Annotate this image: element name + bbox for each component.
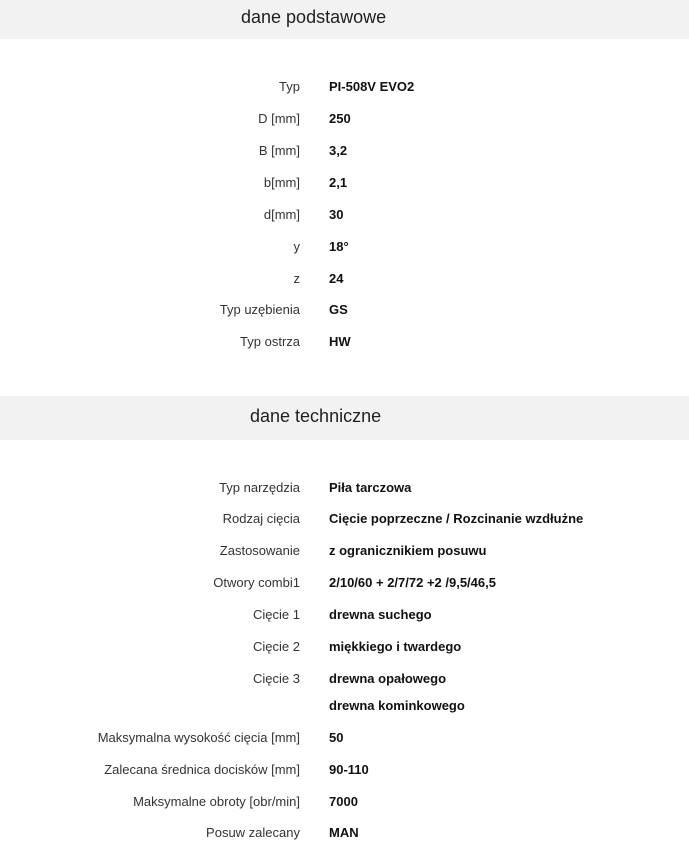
- spec-row: [0, 511, 689, 543]
- spec-value: 18°: [329, 239, 349, 254]
- spec-label: Cięcie 3: [253, 671, 300, 686]
- spec-value: 50: [329, 730, 344, 745]
- spec-row: [0, 175, 689, 207]
- spec-value: 90-110: [329, 762, 369, 777]
- spec-row: [0, 143, 689, 175]
- spec-label: Otwory combi1: [213, 575, 300, 590]
- spec-label: Zalecana średnica docisków [mm]: [104, 762, 300, 777]
- spec-label: y: [293, 239, 300, 254]
- spec-value: MAN: [329, 825, 359, 840]
- spec-value: Cięcie poprzeczne / Rozcinanie wzdłużne: [329, 511, 584, 526]
- section-title-basic: dane podstawowe: [241, 7, 387, 27]
- spec-label: Typ narzędzia: [219, 480, 300, 495]
- spec-value: 2,1: [329, 175, 348, 190]
- spec-label: Rodzaj cięcia: [222, 511, 300, 526]
- spec-value: 2/10/60 + 2/7/72 +2 /9,5/46,5: [329, 575, 496, 590]
- spec-value: miękkiego i twardego: [329, 639, 462, 654]
- spec-row: [0, 207, 689, 239]
- spec-row: [0, 302, 689, 334]
- spec-row: [0, 79, 689, 111]
- spec-row: [0, 480, 689, 512]
- spec-label: Typ uzębienia: [219, 302, 300, 317]
- spec-label: Posuw zalecany: [206, 825, 300, 840]
- section-header-technical: [0, 396, 689, 440]
- spec-row: [0, 575, 689, 607]
- spec-label: Zastosowanie: [219, 543, 300, 558]
- spec-row: [0, 334, 689, 366]
- spec-label: B [mm]: [258, 143, 300, 158]
- spec-label: Maksymalne obroty [obr/min]: [133, 794, 300, 809]
- spec-row: [0, 698, 689, 730]
- spec-label: Typ: [279, 79, 300, 94]
- spec-label: Typ ostrza: [240, 334, 300, 349]
- spec-value: HW: [329, 334, 351, 349]
- spec-value: 7000: [329, 794, 358, 809]
- spec-row: [0, 607, 689, 639]
- spec-value: drewna suchego: [329, 607, 432, 622]
- section-header-basic: [0, 0, 689, 39]
- spec-row: [0, 762, 689, 794]
- spec-value: Piła tarczowa: [329, 480, 412, 495]
- spec-value: drewna opałowego: [329, 671, 447, 686]
- spec-row: [0, 543, 689, 575]
- spec-label: Cięcie 1: [253, 607, 300, 622]
- spec-value: PI-508V EVO2: [329, 79, 415, 94]
- spec-row: [0, 271, 689, 303]
- spec-value: 3,2: [329, 143, 348, 158]
- spec-label: D [mm]: [258, 111, 300, 126]
- spec-row: [0, 639, 689, 671]
- spec-row: [0, 794, 689, 826]
- spec-value: drewna kominkowego: [329, 698, 465, 713]
- spec-value: 30: [329, 207, 344, 222]
- spec-label: Cięcie 2: [253, 639, 300, 654]
- spec-value: GS: [329, 302, 348, 317]
- spec-row: [0, 730, 689, 762]
- spec-value: 24: [329, 271, 344, 286]
- spec-value: 250: [329, 111, 351, 126]
- spec-label: Maksymalna wysokość cięcia [mm]: [97, 730, 300, 745]
- spec-row: [0, 111, 689, 143]
- spec-label: b[mm]: [263, 175, 300, 190]
- spec-value: z ogranicznikiem posuwu: [329, 543, 487, 558]
- spec-label: z: [293, 271, 300, 286]
- section-title-technical: dane techniczne: [250, 406, 382, 426]
- spec-label: d[mm]: [263, 207, 300, 222]
- spec-row: [0, 239, 689, 271]
- spec-row: [0, 825, 689, 857]
